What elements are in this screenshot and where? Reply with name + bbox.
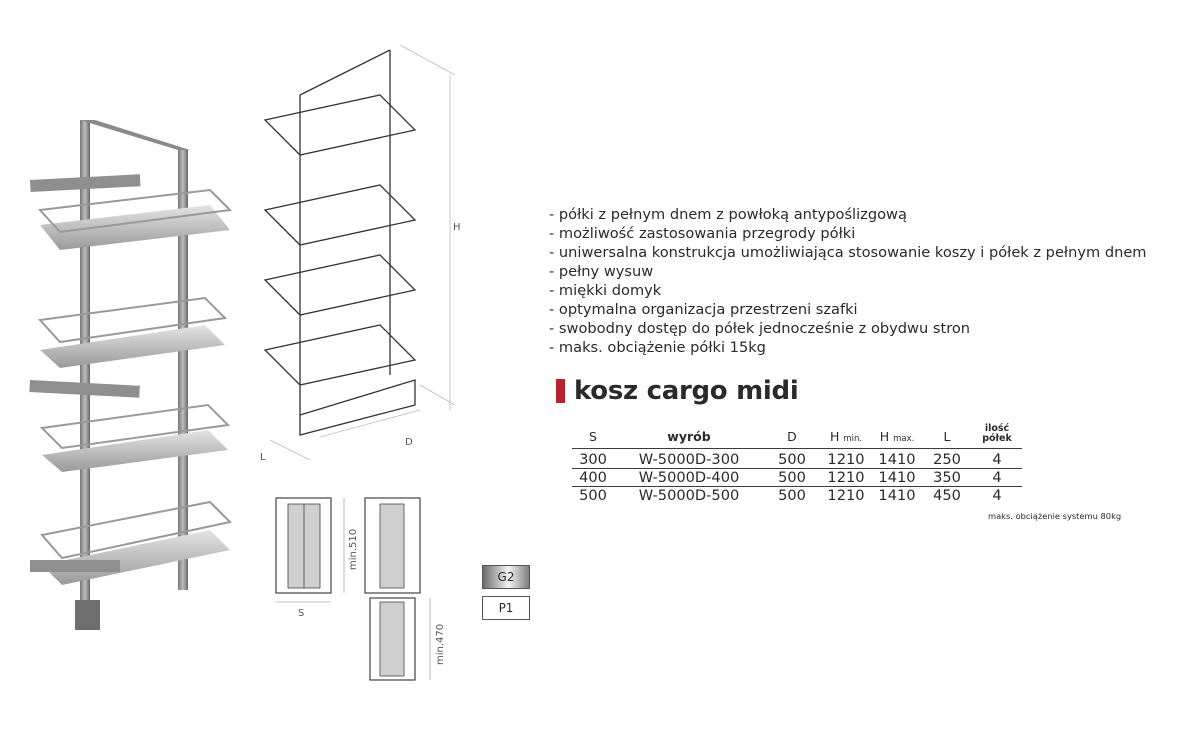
feature-item: - maks. obciążenie półki 15kg bbox=[549, 339, 766, 356]
feature-item: - swobodny dostęp do półek jednocześnie z obydwu stron bbox=[549, 320, 971, 337]
feature-item: - uniwersalna konstrukcja umożliwiająca stosowanie koszy i półek z pełnym dnem bbox=[549, 244, 1147, 261]
cell-d: 500 bbox=[764, 469, 820, 487]
cell-shelves: 4 bbox=[972, 487, 1022, 505]
cell-l: 450 bbox=[922, 487, 972, 505]
dim-min510-label: min.510 bbox=[348, 528, 359, 570]
feature-item: - optymalna organizacja przestrzeni szafki bbox=[549, 301, 858, 318]
cell-d: 500 bbox=[764, 449, 820, 469]
table-row bbox=[572, 449, 1022, 469]
dim-h-label: H bbox=[453, 222, 461, 233]
cell-hmax: 1410 bbox=[872, 487, 922, 505]
header-product: wyrób bbox=[667, 429, 711, 444]
product-title bbox=[556, 376, 798, 406]
table-row bbox=[572, 469, 1022, 487]
cell-s: 500 bbox=[572, 487, 614, 505]
header-hmin: H min. bbox=[829, 429, 863, 444]
cell-s: 300 bbox=[572, 449, 614, 469]
feature-item: - pełny wysuw bbox=[549, 263, 654, 280]
finish-swatch-p1: P1 bbox=[482, 596, 530, 620]
cell-l: 250 bbox=[922, 449, 972, 469]
cell-shelves: 4 bbox=[972, 449, 1022, 469]
header-d: D bbox=[787, 429, 797, 444]
title-accent-bar bbox=[556, 379, 565, 403]
cell-hmin: 1210 bbox=[820, 487, 872, 505]
isometric-drawing bbox=[240, 35, 470, 475]
finish-swatch-g2: G2 bbox=[482, 565, 530, 589]
shelf-3 bbox=[42, 405, 228, 472]
cell-shelves: 4 bbox=[972, 469, 1022, 487]
cell-l: 350 bbox=[922, 469, 972, 487]
cell-hmax: 1410 bbox=[872, 449, 922, 469]
dim-l-label: L bbox=[260, 452, 266, 463]
product-title-text: kosz cargo midi bbox=[574, 376, 799, 406]
feature-item: - możliwość zastosowania przegrody półki bbox=[549, 225, 856, 242]
system-load-note: maks. obciążenie systemu 80kg bbox=[988, 511, 1122, 521]
feature-item: - półki z pełnym dnem z powłoką antypoślizgową bbox=[549, 206, 907, 223]
cell-product: W-5000D-400 bbox=[614, 469, 764, 487]
feature-item: - miękki domyk bbox=[549, 282, 662, 299]
header-hmax: H max. bbox=[879, 429, 915, 444]
dim-d-label: D bbox=[405, 437, 413, 448]
plan-view-side bbox=[355, 490, 450, 690]
table-row bbox=[572, 487, 1022, 505]
cell-hmax: 1410 bbox=[872, 469, 922, 487]
spec-table bbox=[572, 412, 1022, 504]
shelf-4 bbox=[42, 502, 230, 585]
table-header-row bbox=[572, 412, 1022, 449]
cell-product: W-5000D-300 bbox=[614, 449, 764, 469]
cell-product: W-5000D-500 bbox=[614, 487, 764, 505]
header-shelves: ilość półek bbox=[982, 423, 1012, 444]
shelf-2 bbox=[40, 298, 225, 368]
header-l: L bbox=[943, 429, 951, 444]
dim-min470-label: min.470 bbox=[435, 623, 446, 665]
cell-s: 400 bbox=[572, 469, 614, 487]
dim-s-label: S bbox=[298, 608, 305, 619]
cell-hmin: 1210 bbox=[820, 469, 872, 487]
feature-list bbox=[549, 205, 1147, 357]
header-s: S bbox=[589, 429, 597, 444]
cell-hmin: 1210 bbox=[820, 449, 872, 469]
shelf-1 bbox=[40, 190, 230, 250]
cell-d: 500 bbox=[764, 487, 820, 505]
product-photo bbox=[20, 110, 245, 645]
plan-view-top bbox=[268, 490, 363, 620]
